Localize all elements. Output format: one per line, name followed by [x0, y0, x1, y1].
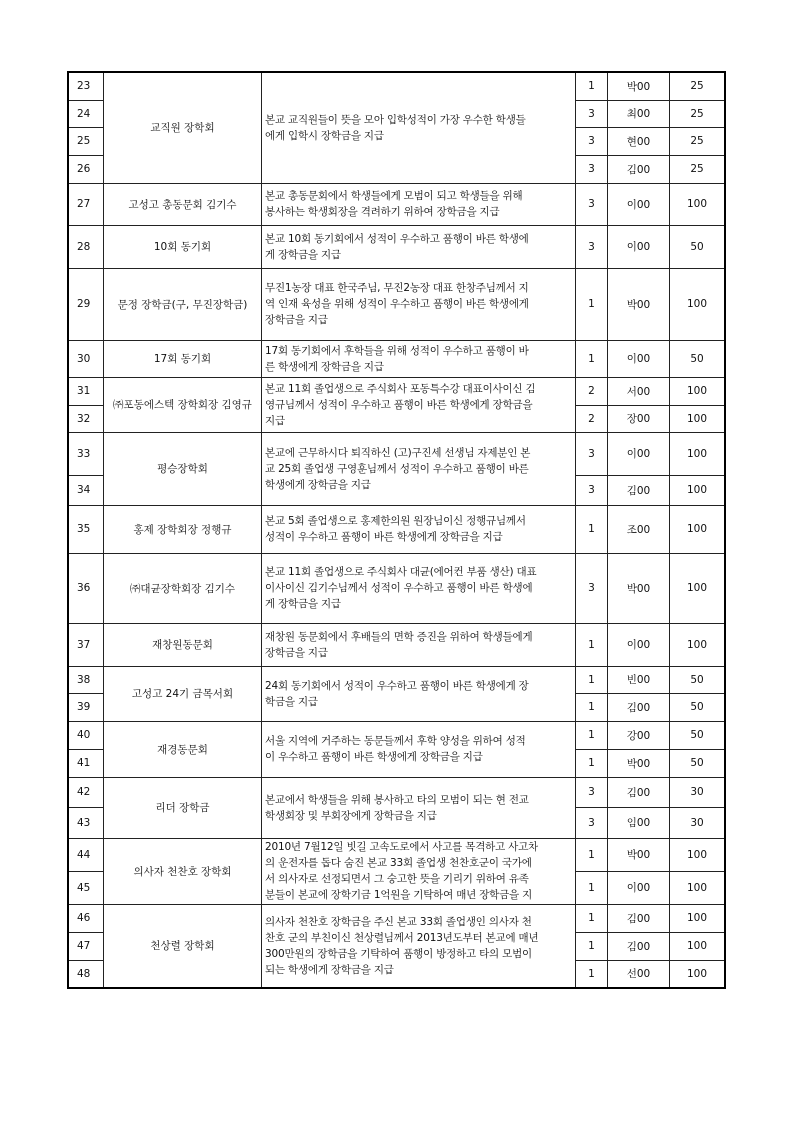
amount: 100	[670, 377, 726, 405]
row-number: 37	[68, 623, 104, 666]
scholarship-description: 재창원 동문회에서 후배들의 면학 증진을 위하여 학생들에게 장학금을 지급	[262, 623, 576, 666]
student-name: 서00	[608, 377, 670, 405]
student-name: 현00	[608, 127, 670, 155]
grade: 3	[576, 225, 608, 268]
grade: 1	[576, 666, 608, 693]
student-name: 이00	[608, 183, 670, 225]
scholarship-description: 본교 교직원들이 뜻을 모아 입학성적이 가장 우수한 학생들 에게 입학시 장학금을 지급	[262, 72, 576, 183]
table-row	[68, 72, 725, 100]
amount: 100	[670, 904, 726, 932]
table-row	[68, 432, 725, 475]
scholarship-name: 17회 동기회	[104, 340, 262, 377]
row-number: 33	[68, 432, 104, 475]
scholarship-description: 17회 동기회에서 후학들을 위해 성적이 우수하고 품행이 바 른 학생에게 장학금을 지급	[262, 340, 576, 377]
scholarship-description: 본교에 근무하시다 퇴직하신 (고)구진세 선생님 자제분인 본 교 25회 졸업생 구영훈님께서 성적이 우수하고 품행이 바른 학생에게 장학금을 지급	[262, 432, 576, 505]
row-number: 40	[68, 721, 104, 749]
scholarship-name: ㈜대균장학회장 김기수	[104, 553, 262, 623]
student-name: 김00	[608, 693, 670, 721]
student-name: 빈00	[608, 666, 670, 693]
student-name: 이00	[608, 871, 670, 904]
amount: 100	[670, 432, 726, 475]
row-number: 32	[68, 405, 104, 432]
scholarship-description: 무진1농장 대표 한국주님, 무진2농장 대표 한창주님께서 지 역 인재 육성을 위해 성적이 우수하고 품행이 바른 학생에게 장학금을 지급	[262, 268, 576, 340]
scholarship-name: 평승장학회	[104, 432, 262, 505]
student-name: 이00	[608, 432, 670, 475]
scholarship-name: 의사자 천찬호 장학회	[104, 838, 262, 904]
scholarship-name: 고성고 24기 금목서회	[104, 666, 262, 721]
grade: 1	[576, 960, 608, 988]
amount: 50	[670, 666, 726, 693]
amount: 25	[670, 72, 726, 100]
amount: 25	[670, 155, 726, 183]
grade: 1	[576, 871, 608, 904]
table-row	[68, 183, 725, 225]
grade: 3	[576, 475, 608, 505]
student-name: 이00	[608, 340, 670, 377]
scholarship-description: 서울 지역에 거주하는 동문들께서 후학 양성을 위하여 성적 이 우수하고 품행이 바른 학생에게 장학금을 지급	[262, 721, 576, 777]
amount: 100	[670, 838, 726, 871]
scholarship-name: 천상렬 장학회	[104, 904, 262, 988]
amount: 50	[670, 340, 726, 377]
grade: 3	[576, 183, 608, 225]
grade: 1	[576, 838, 608, 871]
student-name: 박00	[608, 553, 670, 623]
amount: 50	[670, 693, 726, 721]
student-name: 최00	[608, 100, 670, 127]
student-name: 박00	[608, 749, 670, 777]
scholarship-name: 고성고 총동문회 김기수	[104, 183, 262, 225]
table-row	[68, 777, 725, 807]
student-name: 장00	[608, 405, 670, 432]
table-row	[68, 838, 725, 871]
grade: 3	[576, 553, 608, 623]
row-number: 24	[68, 100, 104, 127]
grade: 2	[576, 377, 608, 405]
scholarship-table	[67, 71, 726, 989]
grade: 1	[576, 340, 608, 377]
scholarship-name: 재창원동문회	[104, 623, 262, 666]
row-number: 34	[68, 475, 104, 505]
table-row	[68, 377, 725, 405]
row-number: 46	[68, 904, 104, 932]
row-number: 44	[68, 838, 104, 871]
grade: 1	[576, 693, 608, 721]
scholarship-description: 본교에서 학생들을 위해 봉사하고 타의 모범이 되는 현 전교 학생회장 및 부회장에게 장학금을 지급	[262, 777, 576, 838]
row-number: 35	[68, 505, 104, 553]
student-name: 김00	[608, 475, 670, 505]
amount: 100	[670, 960, 726, 988]
scholarship-name: ㈜포동에스텍 장학회장 김영규	[104, 377, 262, 432]
student-name: 김00	[608, 932, 670, 960]
scholarship-description: 24회 동기회에서 성적이 우수하고 품행이 바른 학생에게 장 학금을 지급	[262, 666, 576, 721]
scholarship-name: 문정 장학금(구, 무진장학금)	[104, 268, 262, 340]
student-name: 이00	[608, 623, 670, 666]
row-number: 47	[68, 932, 104, 960]
scholarship-name: 10회 동기회	[104, 225, 262, 268]
scholarship-name: 교직원 장학회	[104, 72, 262, 183]
row-number: 30	[68, 340, 104, 377]
table-row	[68, 666, 725, 693]
amount: 30	[670, 777, 726, 807]
grade: 3	[576, 807, 608, 838]
row-number: 41	[68, 749, 104, 777]
row-number: 29	[68, 268, 104, 340]
row-number: 31	[68, 377, 104, 405]
grade: 3	[576, 432, 608, 475]
row-number: 42	[68, 777, 104, 807]
scholarship-description: 본교 11회 졸업생으로 주식회사 대균(에어컨 부품 생산) 대표 이사이신 김기수님께서 성적이 우수하고 품행이 바른 학생에 게 장학금을 지급	[262, 553, 576, 623]
table-row	[68, 225, 725, 268]
amount: 50	[670, 721, 726, 749]
scholarship-description: 2010년 7월12일 빗길 고속도로에서 사고를 목격하고 사고차 의 운전자를 돕다 숨진 본교 33회 졸업생 천찬호군이 국가에 서 의사자로 선정되면서 그 숭고한 뜻을 기리기 위하여 유족 분들이 본교에 장학기금 1억원을 기탁하여 매년 장학금을 지	[262, 838, 576, 904]
table-row	[68, 268, 725, 340]
amount: 100	[670, 268, 726, 340]
grade: 2	[576, 405, 608, 432]
grade: 1	[576, 932, 608, 960]
grade: 3	[576, 777, 608, 807]
amount: 100	[670, 932, 726, 960]
student-name: 선00	[608, 960, 670, 988]
student-name: 강00	[608, 721, 670, 749]
student-name: 김00	[608, 155, 670, 183]
scholarship-description: 본교 10회 동기회에서 성적이 우수하고 품행이 바른 학생에 게 장학금을 지급	[262, 225, 576, 268]
table-row	[68, 340, 725, 377]
amount: 100	[670, 505, 726, 553]
student-name: 박00	[608, 268, 670, 340]
row-number: 45	[68, 871, 104, 904]
student-name: 조00	[608, 505, 670, 553]
scholarship-name: 홍제 장학회장 정행규	[104, 505, 262, 553]
table-row	[68, 553, 725, 623]
amount: 100	[670, 183, 726, 225]
grade: 3	[576, 155, 608, 183]
amount: 100	[670, 871, 726, 904]
row-number: 28	[68, 225, 104, 268]
student-name: 김00	[608, 904, 670, 932]
scholarship-description: 본교 11회 졸업생으로 주식회사 포동특수강 대표이사이신 김 영규님께서 성적이 우수하고 품행이 바른 학생에게 장학금을 지급	[262, 377, 576, 432]
scholarship-name: 리더 장학금	[104, 777, 262, 838]
amount: 50	[670, 749, 726, 777]
row-number: 25	[68, 127, 104, 155]
grade: 1	[576, 904, 608, 932]
grade: 1	[576, 505, 608, 553]
scholarship-description: 의사자 천찬호 장학금을 주신 본교 33회 졸업생인 의사자 천 찬호 군의 부친이신 천상렬님께서 2013년도부터 본교에 매년 300만원의 장학금을 기탁하여 품행이 방정하고 타의 모범이 되는 학생에게 장학금을 지급	[262, 904, 576, 988]
row-number: 26	[68, 155, 104, 183]
grade: 1	[576, 72, 608, 100]
amount: 100	[670, 405, 726, 432]
row-number: 36	[68, 553, 104, 623]
student-name: 임00	[608, 807, 670, 838]
table-row	[68, 623, 725, 666]
student-name: 김00	[608, 777, 670, 807]
amount: 100	[670, 475, 726, 505]
row-number: 27	[68, 183, 104, 225]
student-name: 이00	[608, 225, 670, 268]
table-row	[68, 721, 725, 749]
student-name: 박00	[608, 72, 670, 100]
amount: 25	[670, 100, 726, 127]
grade: 1	[576, 721, 608, 749]
scholarship-description: 본교 총동문회에서 학생들에게 모범이 되고 학생들을 위해 봉사하는 학생회장을 격려하기 위하여 장학금을 지급	[262, 183, 576, 225]
row-number: 38	[68, 666, 104, 693]
grade: 3	[576, 127, 608, 155]
amount: 100	[670, 623, 726, 666]
table-row	[68, 505, 725, 553]
amount: 100	[670, 553, 726, 623]
row-number: 23	[68, 72, 104, 100]
scholarship-description: 본교 5회 졸업생으로 홍제한의원 원장님이신 정행규님께서 성적이 우수하고 품행이 바른 학생에게 장학금을 지급	[262, 505, 576, 553]
table-row	[68, 904, 725, 932]
row-number: 39	[68, 693, 104, 721]
student-name: 박00	[608, 838, 670, 871]
grade: 3	[576, 100, 608, 127]
row-number: 43	[68, 807, 104, 838]
grade: 1	[576, 268, 608, 340]
grade: 1	[576, 623, 608, 666]
scholarship-name: 재경동문회	[104, 721, 262, 777]
amount: 30	[670, 807, 726, 838]
amount: 50	[670, 225, 726, 268]
grade: 1	[576, 749, 608, 777]
amount: 25	[670, 127, 726, 155]
row-number: 48	[68, 960, 104, 988]
